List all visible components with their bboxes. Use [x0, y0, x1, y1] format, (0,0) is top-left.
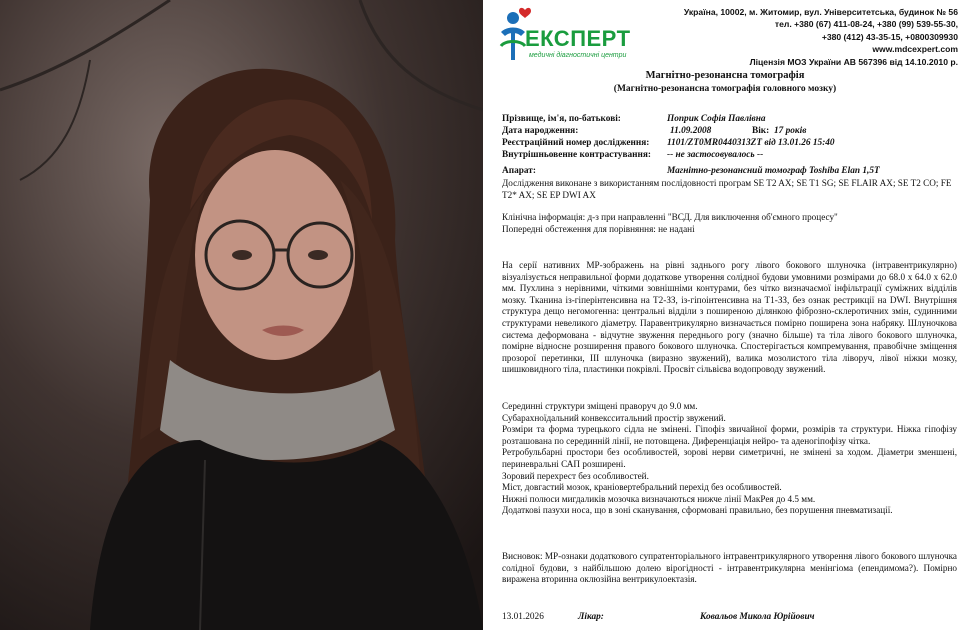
findings-line: Нижні полюси мигдаликів мозочка визначаються нижче лінії МакРея до 4.5 мм. — [502, 493, 816, 504]
birth-date-value: 11.09.2008 — [670, 126, 712, 136]
clinic-contacts — [628, 6, 958, 68]
portrait-illustration — [0, 0, 483, 630]
age-value: 17 років — [774, 126, 807, 136]
birth-date-row — [502, 125, 957, 137]
patient-name-value: Поприк Софія Павлівна — [667, 114, 766, 124]
birth-date-label: Дата народження: — [502, 126, 579, 136]
device-value: Магнітно-резонансний томограф Toshiba Elan 1,5T — [667, 166, 880, 176]
findings-line: Розміри та форма турецького сідла не змінені. Гіпофіз звичайної форми, розмірів та структури. Ніжка гіпофізу розташована по серединній лінії, не потовщена. Диференціація нейро- та аденогіпофізу чітка. — [502, 424, 957, 446]
findings-main: На серії нативних МР-зображень на рівні заднього рогу лівого бокового шлуночка (інтравентрикулярно) візуалізується неправильної форми додаткове утворення солідної будови умовними розмірами до 68.0 х 64.0 х 62.0 мм. Пухлина з нерівними, чіткими зовнішніми контурами, без чітко визначаємої інфільтрації суміжних відділів мозку. Тканина із-гіперінтенсивна на Т2-ЗЗ, із-гіпоінтенсивна на Т1-ЗЗ, без ознак рестрикції на DWI. Внутрішня структура дещо негомогенна: центральні відділи з поширеною ділянкою фіброзно-склеротичних змін, судинними структурами невеликого діаметру. Паравентрикулярно визначається помірно поширена зона набряку. Шлуночкова система деформована - відчутне звуження переднього рогу (значно більше) та тіла лівого бокового шлуночка, помірне відносне розширення правого бокового шлуночка. Спостерігається компремування, правобічне зміщення прозорої перетинки, III шлуночка (виразно звужений), валика мозолистого тіла ліворуч, лівої ніжки мозку, шишковидного тіла, пластинки покрівлі. Просвіт сільвієва водопроводу звужений. — [502, 260, 957, 375]
clinic-logo — [495, 6, 635, 62]
contrast-row — [502, 149, 957, 161]
device-label: Апарат: — [502, 166, 536, 176]
contact-line: www.mdcexpert.com — [872, 44, 958, 55]
contact-line: Ліцензія МОЗ України АВ 567396 від 14.10.2010 р. — [749, 56, 958, 67]
contact-line: Україна, 10002, м. Житомир, вул. Університетська, будинок № 56 — [683, 7, 958, 17]
mri-report-document — [490, 0, 966, 630]
findings-list — [502, 401, 957, 517]
contact-line: +380 (412) 43-35-15, +0800309930 — [821, 31, 958, 42]
patient-name-row — [502, 113, 957, 125]
findings-line: Ретробульбарні простори без особливостей, зорові нерви симетричні, не змінені за ходом. Діаметри зменшені, периневральні САП розширені. — [502, 447, 957, 469]
clinical-info: Клінічна інформація: д-з при направленні "ВСД. Для виключення об'ємного процесу" — [502, 212, 838, 222]
clinic-logo-subtitle: медичні діагностичні центри — [529, 52, 627, 59]
findings-line: Міст, довгастий мозок, краніовертебральний перехід без особливостей. — [502, 482, 782, 493]
findings-line: Зоровий перехрест без особливостей. — [502, 470, 649, 481]
registration-row — [502, 137, 957, 149]
patient-name-label: Прізвище, ім'я, по-батькові: — [502, 114, 621, 124]
portrait-photo — [0, 0, 483, 630]
report-subtitle: (Магнітно-резонансна томографія головного мозку) — [613, 84, 837, 94]
device-row — [502, 165, 957, 177]
report-date: 13.01.2026 — [502, 612, 544, 622]
previous-exams: Попередні обстеження для порівняння: не надані — [502, 224, 695, 234]
programs-text: Дослідження виконане з використанням послідовності програм SE T2 AX; SE T1 SG; SE FLAIR AX; SE T2 CO; FE T2* AX; SE EP DWI AX — [502, 178, 952, 200]
registration-value: 1101/ZT0MR0440313ZT від 13.01.26 15:40 — [667, 138, 835, 148]
findings-line: Додаткові пазухи носа, що в зоні сканування, сформовані правильно, без порушення пневматизації. — [502, 505, 893, 516]
findings-line: Серединні структури зміщені праворуч до 9.0 мм. — [502, 401, 698, 411]
conclusion-text: Висновок: МР-ознаки додаткового супратенторіального інтравентрикулярного утворення лівого бокового шлуночка солідної будови, з найбільшою долею вірогідності - інтравентрикулярна менінгіома (епендимома?). Помірно виражена вторинна оклюзійна вентрикулоектазія. — [502, 551, 957, 585]
contact-line: тел. +380 (67) 411-08-24, +380 (99) 539-55-30, — [774, 19, 958, 30]
contrast-value: -- не застосовувалось -- — [667, 150, 764, 160]
findings-line: Субарахноїдальний конвексситальний простір звужений. — [502, 412, 726, 423]
registration-label: Реєстраційний номер дослідження: — [502, 138, 650, 148]
doctor-name: Ковальов Микола Юрійович — [700, 612, 815, 622]
doctor-label: Лікар: — [578, 612, 604, 622]
patient-info — [502, 113, 957, 177]
report-title: Магнітно-резонансна томографія — [645, 70, 805, 81]
contrast-label: Внутрішньовенне контрастування: — [502, 150, 651, 160]
clinic-logo-name: ЕКСПЕРТ — [525, 26, 631, 51]
age-label: Вік: — [752, 126, 770, 136]
